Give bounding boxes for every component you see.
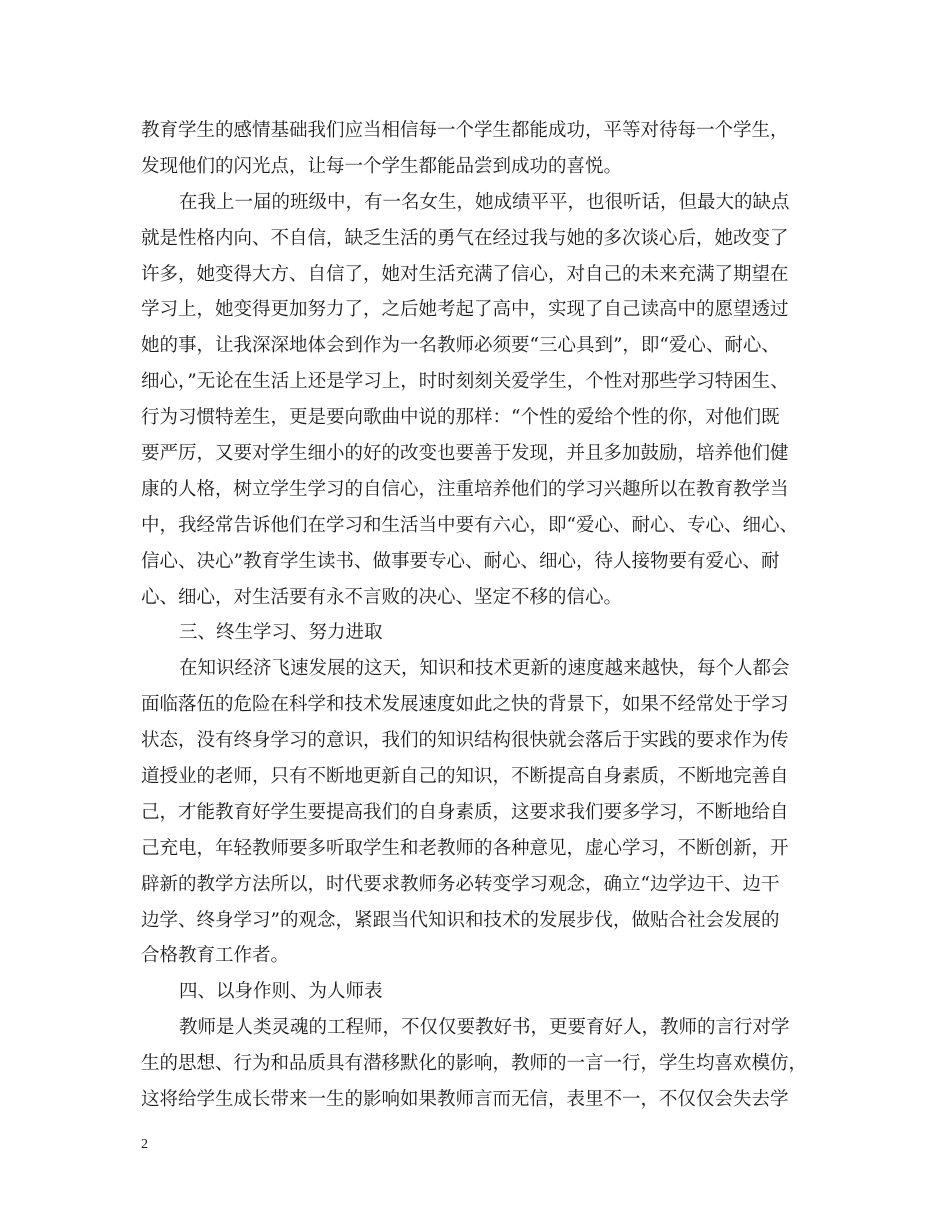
text-line: 就是性格内向、不自信，缺乏生活的勇气在经过我与她的多次谈心后，她改变了 [141, 227, 789, 249]
text-line: 己充电，年轻教师要多听取学生和老教师的各种意见，虚心学习，不断创新，开 [141, 837, 789, 859]
text-line: 状态，没有终身学习的意识，我们的知识结构很快就会落后于实践的要求作为传 [141, 730, 789, 752]
text-line: 发现他们的闪光点，让每一个学生都能品尝到成功的喜悦。 [141, 155, 623, 177]
paragraph-first-line: 在我上一届的班级中，有一名女生，她成绩平平，也很听话，但最大的缺点 [179, 191, 790, 213]
text-line: 心、细心，对生活要有永不言败的决心、坚定不移的信心。 [141, 586, 623, 608]
text-line: 合格教育工作者。 [141, 945, 290, 967]
text-line: 面临落伍的危险在科学和技术发展速度如此之快的背景下，如果不经常处于学习 [141, 694, 789, 716]
section-heading: 三、终生学习、努力进取 [179, 622, 383, 644]
text-line: 学习上，她变得更加努力了，之后她考起了高中，实现了自己读高中的愿望透过 [141, 299, 789, 321]
text-line: 辟新的教学方法所以，时代要求教师务必转变学习观念，确立“边学边干、边干 [141, 873, 780, 895]
text-line: 这将给学生成长带来一生的影响如果教师言而无信，表里不一，不仅仅会失去学 [141, 1089, 789, 1111]
paragraph-first-line: 在知识经济飞速发展的这天，知识和技术更新的速度越来越快，每个人都会 [179, 658, 790, 680]
page-number: 2 [141, 1137, 148, 1152]
text-line: 行为习惯特差生，更是要向歌曲中说的那样：“个性的爱给个性的你，对他们既 [141, 407, 780, 429]
section-heading: 四、以身作则、为人师表 [179, 981, 383, 1003]
text-line: 道授业的老师，只有不断地更新自己的知识，不断提高自身素质，不断地完善自 [141, 766, 789, 788]
paragraph-first-line: 教师是人类灵魂的工程师，不仅仅要教好书，更要育好人，教师的言行对学 [179, 1017, 790, 1039]
text-line: 要严厉，又要对学生细小的好的改变也要善于发现，并且多加鼓励，培养他们健 [141, 443, 789, 465]
text-line: 她的事，让我深深地体会到作为一名教师必须要“三心具到”，即“爱心、耐心、 [141, 335, 780, 357]
text-line: 生的思想、行为和品质具有潜移默化的影响，教师的一言一行，学生均喜欢模仿， [141, 1053, 808, 1075]
text-line: 细心，”无论在生活上还是学习上，时时刻刻关爱学生，个性对那些学习特困生、 [141, 371, 789, 393]
text-line: 教育学生的感情基础我们应当相信每一个学生都能成功，平等对待每一个学生， [141, 120, 789, 141]
text-line: 康的人格，树立学生学习的自信心，注重培养他们的学习兴趣所以在教育教学当 [141, 478, 789, 500]
text-line: 边学、终身学习”的观念，紧跟当代知识和技术的发展步伐，做贴合社会发展的 [141, 909, 780, 931]
document-body [141, 113, 821, 1118]
text-line: 己，才能教育好学生要提高我们的自身素质，这要求我们要多学习，不断地给自 [141, 801, 789, 823]
text-line: 许多，她变得大方、自信了，她对生活充满了信心，对自己的未来充满了期望在 [141, 263, 789, 285]
text-line: 信心、决心”教育学生读书、做事要专心、耐心、细心，待人接物要有爱心、耐 [141, 550, 780, 572]
text-line: 中，我经常告诉他们在学习和生活当中要有六心，即“爱心、耐心、专心、细心、 [141, 514, 798, 536]
